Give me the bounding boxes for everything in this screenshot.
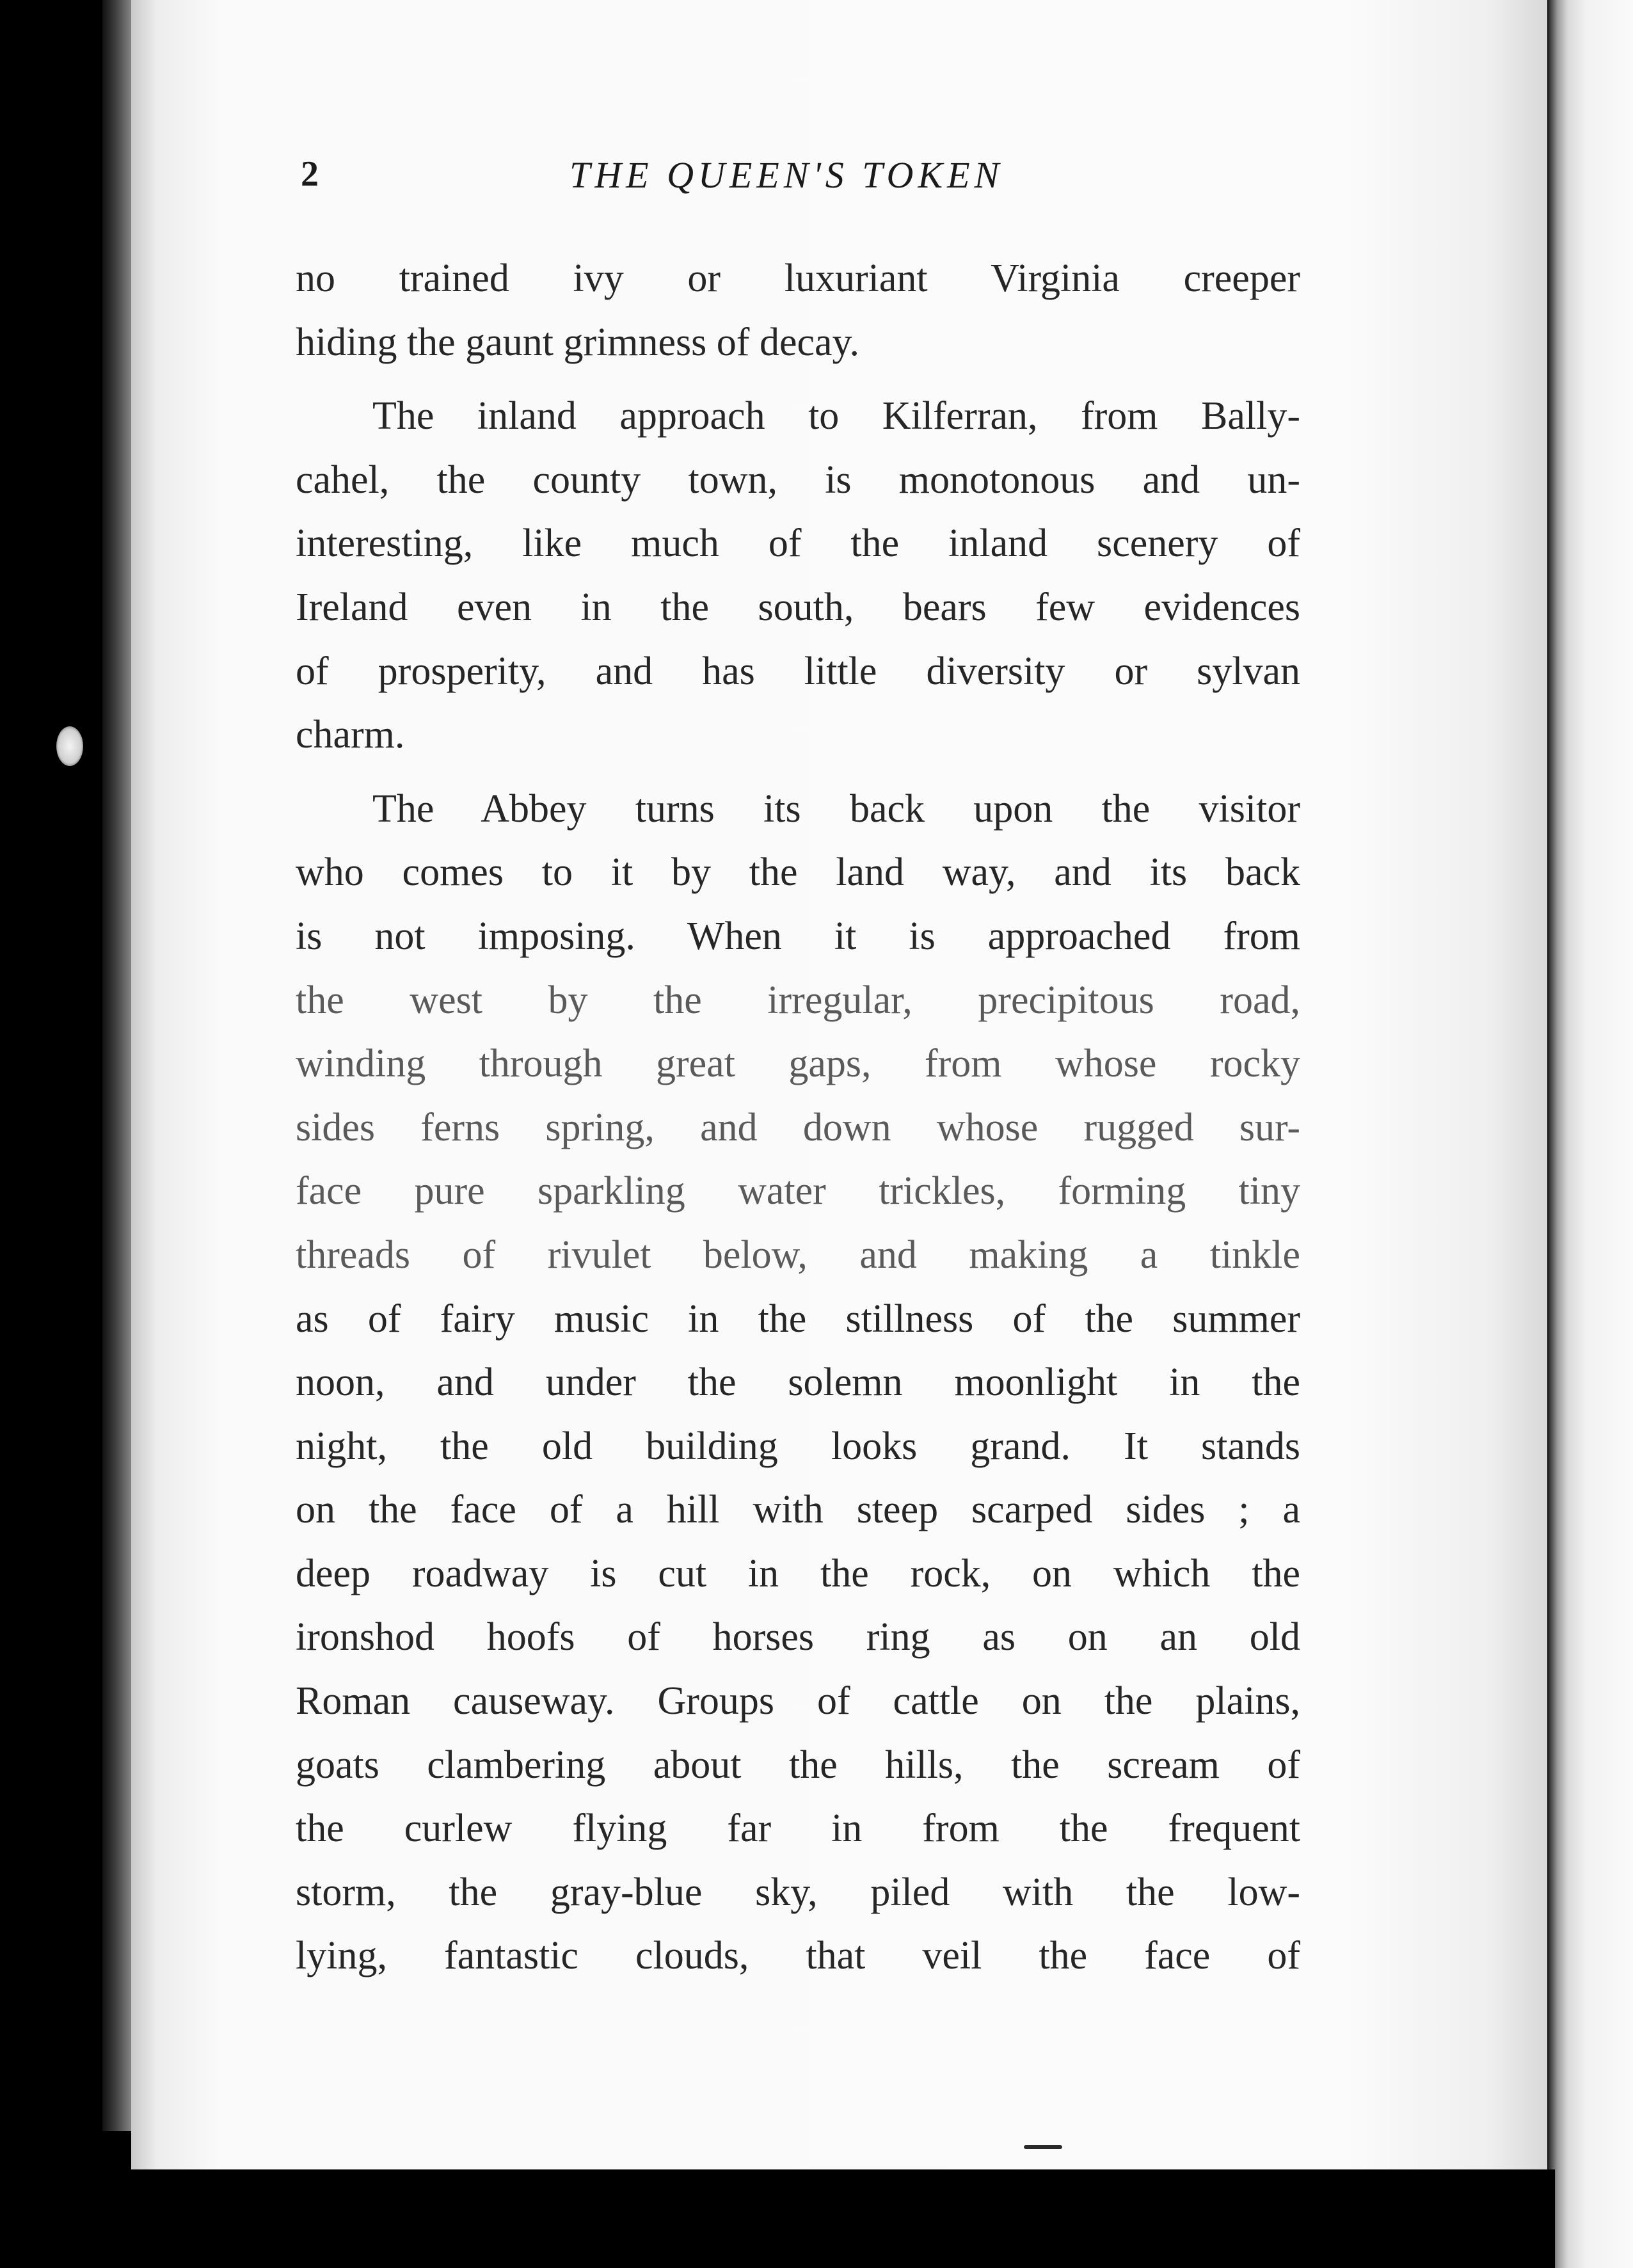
- text-line: threads of rivulet below, and making a tinkle: [296, 1233, 1300, 1277]
- text-line: hiding the gaunt grimness of decay.: [296, 320, 859, 364]
- text-line: deep roadway is cut in the rock, on which the: [296, 1551, 1300, 1595]
- text-line: the curlew flying far in from the frequent: [296, 1807, 1300, 1851]
- text-line: sides ferns spring, and down whose rugged sur-: [296, 1105, 1300, 1149]
- text-line: on the face of a hill with steep scarped sides ; a: [296, 1488, 1300, 1532]
- body-text: [296, 247, 1300, 1988]
- page-edge-shadow: [102, 0, 133, 2131]
- page-number: 2: [301, 154, 319, 194]
- text-line: cahel, the county town, is monotonous and un-: [296, 458, 1300, 502]
- text-line: ironshod hoofs of horses ring as on an old: [296, 1615, 1300, 1659]
- text-line: the west by the irregular, precipitous road,: [296, 978, 1300, 1022]
- text-line: interesting, like much of the inland scenery of: [296, 522, 1300, 566]
- bottom-mark: [1024, 2145, 1062, 2149]
- text-line: who comes to it by the land way, and its back: [296, 850, 1300, 895]
- text-line: storm, the gray-blue sky, piled with the low-: [296, 1870, 1300, 1914]
- text-line: night, the old building looks grand. It stands: [296, 1424, 1300, 1468]
- text-line: Ireland even in the south, bears few evidences: [296, 585, 1300, 629]
- running-head: THE QUEEN'S TOKEN: [570, 154, 1004, 196]
- page-header: [301, 154, 1299, 211]
- text-line: Roman causeway. Groups of cattle on the plains,: [296, 1679, 1300, 1723]
- text-line: goats clambering about the hills, the scream of: [296, 1743, 1300, 1787]
- text-line: The inland approach to Kilferran, from Bally-: [372, 394, 1300, 438]
- text-line: lying, fantastic clouds, that veil the face of: [296, 1934, 1300, 1978]
- text-line: winding through great gaps, from whose rocky: [296, 1042, 1300, 1086]
- text-line: face pure sparkling water trickles, forming tiny: [296, 1169, 1300, 1213]
- next-page-edge: [1549, 0, 1633, 2268]
- text-line: no trained ivy or luxuriant Virginia creeper: [296, 257, 1300, 300]
- text-line: noon, and under the solemn moonlight in the: [296, 1361, 1300, 1405]
- text-line: of prosperity, and has little diversity or sylvan: [296, 649, 1300, 693]
- margin-smudge: [56, 726, 83, 766]
- text-line: The Abbey turns its back upon the visitor: [372, 787, 1300, 831]
- scan-bottom-border: [102, 2169, 1555, 2268]
- text-line: is not imposing. When it is approached from: [296, 914, 1300, 958]
- text-line: charm.: [296, 713, 405, 757]
- text-line: as of fairy music in the stillness of the summer: [296, 1297, 1300, 1341]
